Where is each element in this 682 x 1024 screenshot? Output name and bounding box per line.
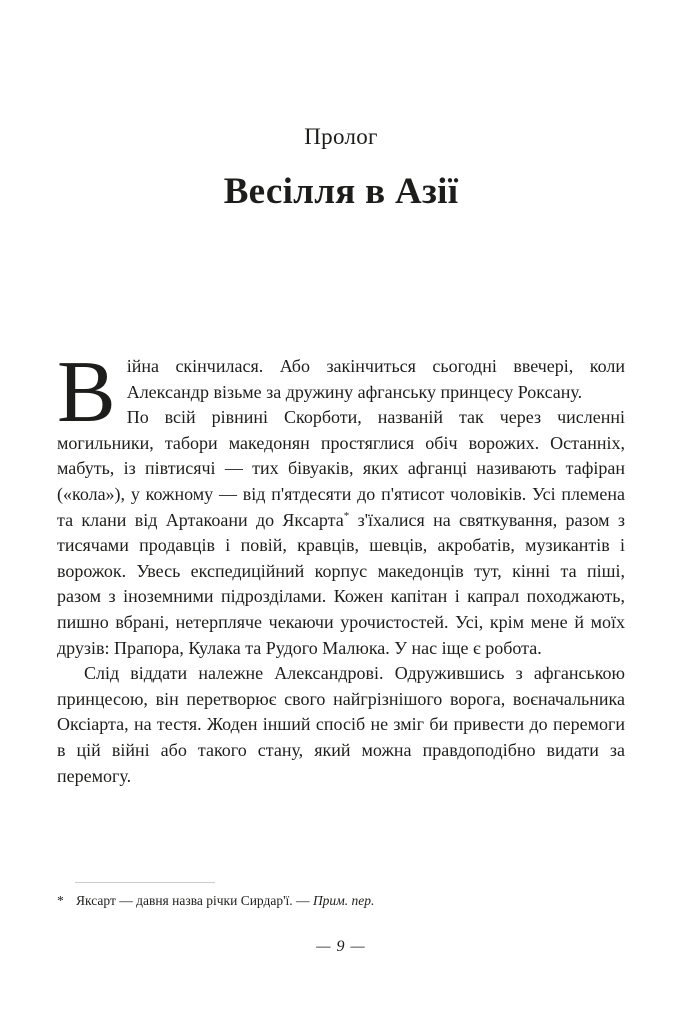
paragraph-3: Слід віддати належне Александрові. Одружившись з афганською принцесою, він перетворює свого найгрізнішого ворога, воєначальника Оксіарта, на тестя. Жоден інший спосіб не зміг би привести до перемоги в цій війні або такого стану, який можна правдоподібно видати за перемогу. bbox=[57, 663, 625, 786]
drop-cap: В bbox=[57, 344, 116, 441]
page-number: — 9 — bbox=[316, 938, 366, 955]
paragraph-2 bbox=[57, 405, 625, 661]
footnote-reference: * bbox=[343, 509, 350, 522]
footnote bbox=[57, 892, 625, 909]
footnote-area bbox=[57, 882, 625, 909]
footnote-divider bbox=[75, 882, 215, 883]
body-text bbox=[57, 344, 625, 789]
footnote-text bbox=[76, 892, 374, 909]
paragraph-1 bbox=[57, 344, 625, 441]
chapter-kicker: Пролог bbox=[304, 124, 378, 149]
chapter-title: Весілля в Азії bbox=[223, 171, 459, 212]
footnote-attribution: Прим. пер. bbox=[312, 893, 375, 908]
paragraph-1-text: ійна скінчилася. Або закінчиться сьогодні ввечері, коли Александр візьме за дружину афганську принцесу Роксану. bbox=[126, 356, 625, 402]
footnote-marker: * bbox=[57, 893, 64, 908]
footnote-text-body: Яксарт — давня назва річки Сирдар'ї. — bbox=[76, 893, 313, 908]
paragraph-2-text-a: По всій рівнині Скорботи, названій так через численні могильники, табори македонян простяглися обіч ворожих. Останніх, мабуть, із півтисячі — тих бівуаків, яких афганці називають тафіран («кола»), у кожному — від п'ятдесяти до п'ятисот чоловіків. Усі племена та клани від Артакоани до Яксарта bbox=[57, 407, 625, 530]
paragraph-2-text-b: з'їхалися на святкування, разом з тисячами продавців і повій, кравців, шевців, акробатів, музикантів і ворожок. Увесь експедиційний корпус македонців тут, кінні та піші, разом з іноземними підрозділами. Кожен капітан і капрал походжають, пишно вбрані, нетерпляче чекаючи урочистостей. Усі, крім мене й моїх друзів: Прапора, Кулака та Рудого Малюка. У нас іще є робота. bbox=[57, 509, 625, 658]
